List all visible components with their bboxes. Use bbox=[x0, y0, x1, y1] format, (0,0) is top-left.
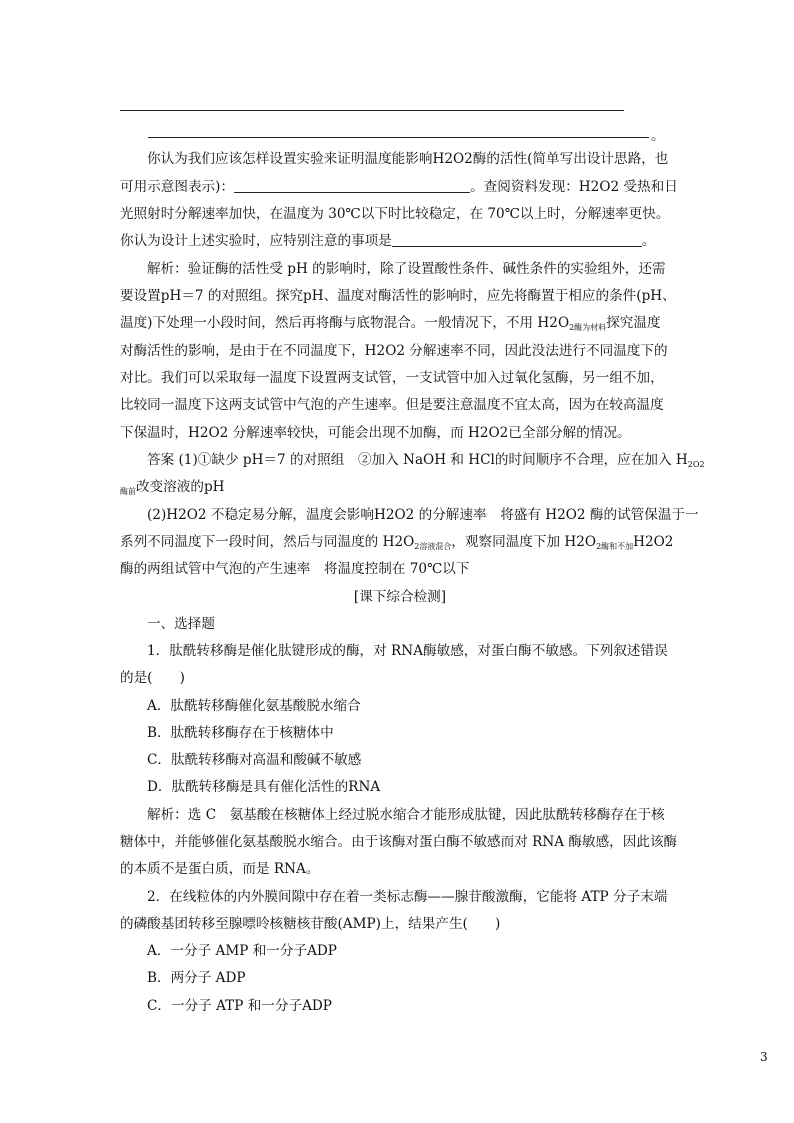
section-title: [课下综合检测] bbox=[353, 589, 447, 605]
question-2-stem: 的磷酸基团转移至腺嘌呤核糖核苷酸(AMP)上，结果产生( ) bbox=[120, 916, 501, 932]
page-number: 3 bbox=[760, 1050, 768, 1064]
text-span: 。 bbox=[641, 233, 656, 249]
text-span: 改变溶液的pH bbox=[136, 479, 225, 495]
text-span: 探究温度 bbox=[606, 315, 661, 331]
subscript: 酶前 bbox=[120, 487, 136, 496]
explanation-line: 解析：选 C 氨基酸在核糖体上经过脱水缩合才能形成肽键，因此肽酰转移酶存在于核 bbox=[147, 807, 665, 823]
answer-line bbox=[120, 477, 680, 502]
answer-blank bbox=[392, 232, 642, 247]
question-1-stem: 1．肽酰转移酶是催化肽键形成的酶，对 RNA酶敏感，对蛋白酶不敏感。下列叙述错误 bbox=[147, 643, 668, 659]
text-span: H2O2 bbox=[633, 534, 674, 550]
explanation-line: 下保温时，H2O2 分解速率较快，可能会出现不加酶，而 H2O2已全部分解的情况。 bbox=[120, 425, 631, 441]
answer-line: (2)H2O2 不稳定易分解，温度会影响H2O2 的分解速率 将盛有 H2O2 酶的试管保温于一 bbox=[147, 507, 699, 523]
text-span: 答案 (1)①缺少 pH＝7 的对照组 ②加入 NaOH 和 HCl的时间顺序不合理，应在加入 H bbox=[147, 452, 688, 468]
question-2-stem: 2．在线粒体的内外膜间隙中存在着一类标志酶——腺苷酸激酶，它能将 ATP 分子末端 bbox=[147, 889, 668, 905]
explanation-line: 对酶活性的影响，是由于在不同温度下，H2O2 分解速率不同，因此没法进行不同温度下的 bbox=[120, 343, 668, 359]
explanation-line: 对比。我们可以采取每一温度下设置两支试管，一支试管中加入过氧化氢酶，另一组不加， bbox=[120, 370, 664, 386]
option-a: A．肽酰转移酶催化氨基酸脱水缩合 bbox=[147, 698, 361, 714]
subscript: 2酶为材料 bbox=[569, 323, 607, 332]
question-text-line bbox=[120, 177, 680, 197]
explanation-line: 比较同一温度下这两支试管中气泡的产生速率。但是要注意温度不宜太高，因为在较高温度 bbox=[120, 397, 664, 413]
part-heading: 一、选择题 bbox=[147, 616, 215, 632]
subscript: 2O2 bbox=[687, 460, 705, 469]
text-span: 。查阅资料发现：H2O2 受热和日 bbox=[470, 179, 678, 195]
explanation-line: 糖体中，并能够催化氨基酸脱水缩合。由于该酶对蛋白酶不敏感而对 RNA 酶敏感，因此该酶 bbox=[120, 834, 678, 850]
explanation-line bbox=[120, 313, 680, 338]
question-text-line: 你认为我们应该怎样设置实验来证明温度能影响H2O2酶的活性(简单写出设计思路，也 bbox=[147, 151, 669, 167]
text-span: ，观察同温度下加 H2O bbox=[451, 534, 597, 550]
text-span: 温度)下处理一小段时间，然后再将酶与底物混合。一般情况下，不用 H2O bbox=[120, 315, 570, 331]
option-b: B．肽酰转移酶存在于核糖体中 bbox=[147, 725, 334, 741]
answer-line: 酶的两组试管中气泡的产生速率 将温度控制在 70℃以下 bbox=[120, 561, 470, 577]
explanation-line: 的本质不是蛋白质，而是 RNA。 bbox=[120, 861, 320, 877]
question-1-stem: 的是( ) bbox=[120, 670, 185, 686]
option-d: D．肽酰转移酶是具有催化活性的RNA bbox=[147, 779, 381, 795]
question-text-line bbox=[120, 231, 680, 251]
answer-blank-line bbox=[120, 110, 624, 111]
subscript: 2溶液混合 bbox=[414, 542, 452, 551]
answer-blank-line bbox=[148, 137, 649, 138]
text-span: 系列不同温度下一段时间，然后与同温度的 H2O bbox=[120, 534, 415, 550]
answer-line bbox=[120, 532, 680, 557]
answer-blank bbox=[234, 178, 470, 193]
answer-line bbox=[147, 450, 705, 475]
explanation-line: 解析：验证酶的活性受 pH 的影响时，除了设置酸性条件、碱性条件的实验组外，还需 bbox=[147, 261, 666, 277]
option-c: C．肽酰转移酶对高温和酸碱不敏感 bbox=[147, 752, 362, 768]
question-text-line: 光照射时分解速率加快，在温度为 30℃以下时比较稳定，在 70℃以上时，分解速率更快。 bbox=[120, 206, 670, 222]
option-b: B．两分子 ADP bbox=[147, 970, 246, 986]
explanation-line: 要设置pH＝7 的对照组。探究pH、温度对酶活性的影响时，应先将酶置于相应的条件(pH、 bbox=[120, 288, 676, 304]
subscript: 2酶和不加 bbox=[596, 542, 634, 551]
option-a: A．一分子 AMP 和一分子ADP bbox=[147, 943, 337, 959]
text-span: 可用示意图表示)： bbox=[120, 179, 235, 195]
text-span: 你认为设计上述实验时，应特别注意的事项是 bbox=[120, 233, 392, 249]
period-mark: 。 bbox=[651, 128, 665, 144]
option-c: C．一分子 ATP 和一分子ADP bbox=[147, 998, 332, 1014]
